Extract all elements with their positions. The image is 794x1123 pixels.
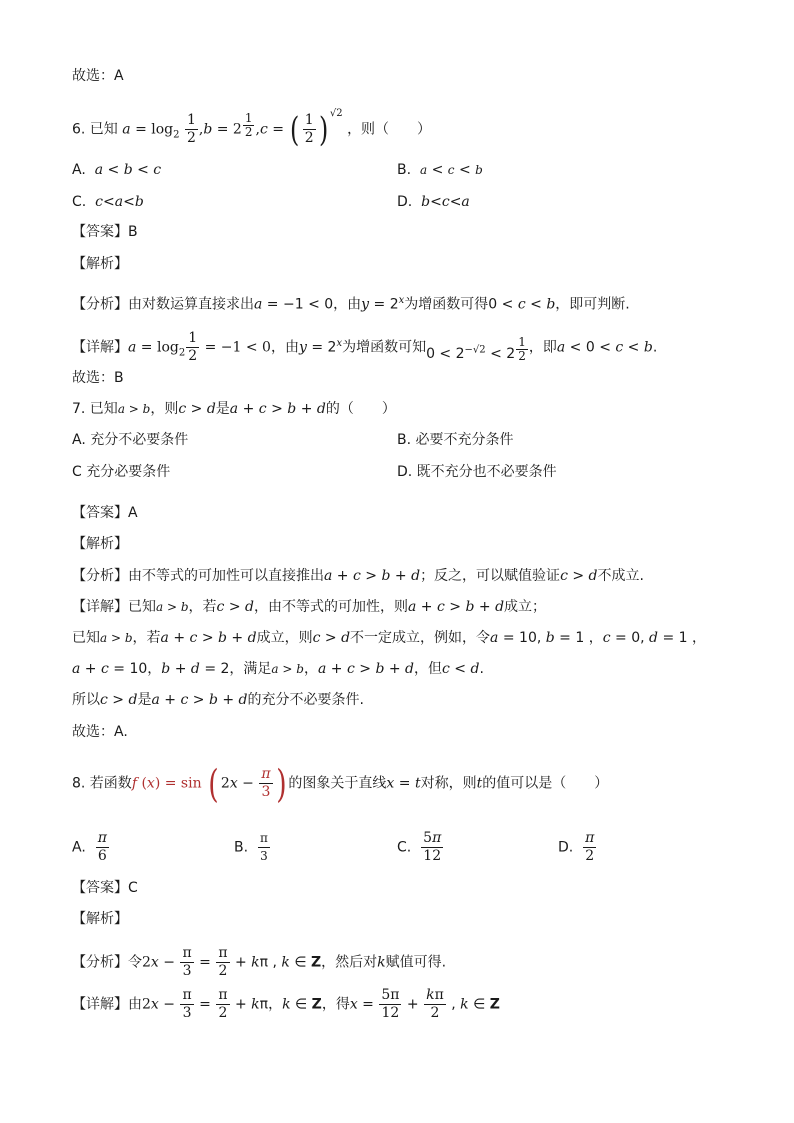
q6-answer: 【答案】B: [72, 224, 138, 240]
q7-option-b: B. 必要不充分条件: [397, 432, 514, 448]
q7-option-d: D. 既不充分也不必要条件: [397, 464, 557, 480]
q7-detail-line-2: 已知a > b，若a + c > b + d成立，则c > d不一定成立，例如，令a = 10, b = 1 ，c = 0, d = 1 ，: [72, 630, 706, 646]
q7-xiangjie: 【详解】已知a > b，若c > d，由不等式的可加性，则a + c > b + d成立；: [72, 599, 547, 615]
q8-fenxi: 【分析】令2x − $\frac{\pi}{3}$ = $\frac{\pi}{2}$ + kπ , k ∈ Z，然后对k赋值可得.: [72, 945, 447, 979]
question-8: 8. 若函数f (x) = sin ( 2x − $\frac{\pi}{3}$ ) 的图象关于直线x = t对称，则t的值可以是（ ）: [72, 761, 609, 806]
q6-fenxi: 【分析】由对数运算直接求出a = −1 < 0，由$y = 2^x$为增函数可得0 < c < b，即可判断.: [72, 295, 630, 313]
q6-pick: 故选：B: [72, 370, 124, 386]
q7-option-a: A. 充分不必要条件: [72, 432, 189, 448]
q7-detail-line-3: a + c = 10，b + d = 2，满足a > b，a + c > b + d，但c < d.: [72, 661, 484, 677]
q7-analysis-label: 【解析】: [72, 536, 128, 552]
q6-option-a: A. a < b < c: [72, 162, 162, 178]
q7-fenxi: 【分析】由不等式的可加性可以直接推出a + c > b + d；反之，可以赋值验证c > d不成立.: [72, 568, 644, 584]
q6-xiangjie: 【详解】$a = \log_2$ $\frac{1}{2}$ = −1 < 0，由$y = 2^x$为增函数可知$0 < 2^{-√2} < 2$ $^{\frac{1}{2}}$ ，即a < 0 < c < b.: [72, 330, 658, 365]
q6-analysis-label: 【解析】: [72, 256, 128, 272]
q6-option-b: B. a < c < b: [397, 162, 483, 178]
question-7: 7. 已知a > b，则c > d是a + c > b + d的（ ）: [72, 401, 396, 417]
q7-option-c: C 充分必要条件: [72, 464, 171, 480]
q8-answer: 【答案】C: [72, 880, 138, 896]
question-6: 6. 已知 $a = \log_2$ $\frac{1}{2}$ ,b = 2 $^{\frac{1}{2}}$ ,c = ( $\frac{1}{2}$ ) $^{√2}$ ，则（ ）: [72, 108, 432, 150]
q8-option-c: C. $\frac{5\pi}{12}$: [397, 830, 442, 864]
q8-analysis-label: 【解析】: [72, 911, 128, 927]
q6-option-d: D. b<c<a: [397, 194, 470, 210]
q7-pick: 故选：A.: [72, 724, 128, 740]
q8-option-a: A. $\frac{\pi}{6}$: [72, 830, 107, 864]
q8-xiangjie: 【详解】由2x − $\frac{\pi}{3}$ = $\frac{\pi}{2}$ + kπ，k ∈ Z，得x = $\frac{5\pi}{12}$ + $\frac{k\pi}{2}$ , k ∈ Z: [72, 987, 500, 1021]
q7-answer: 【答案】A: [72, 505, 138, 521]
q8-option-b: B. $\frac{\pi}{3}$: [234, 831, 268, 863]
q6-option-c: C. c<a<b: [72, 194, 144, 210]
conclusion-line: 故选：A: [72, 68, 124, 84]
q8-option-d: D. $\frac{\pi}{2}$: [558, 830, 595, 864]
q7-detail-line-4: 所以c > d是a + c > b + d的充分不必要条件.: [72, 692, 364, 708]
